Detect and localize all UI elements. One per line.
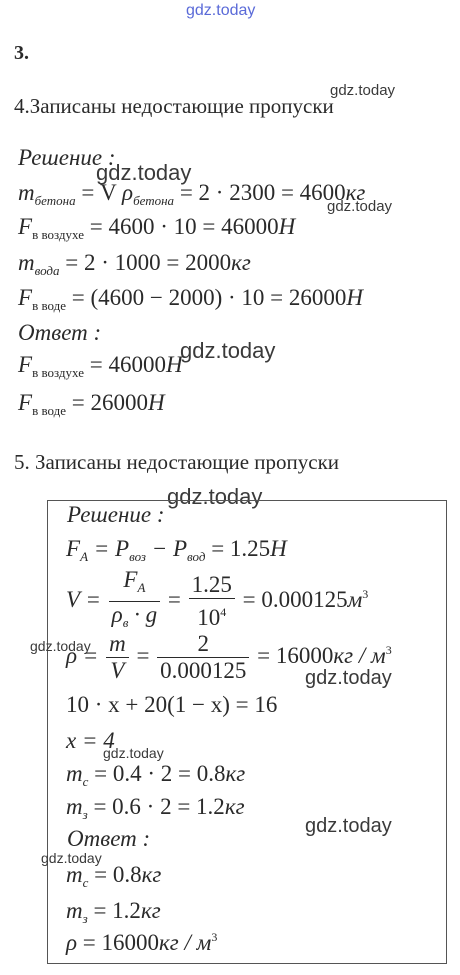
watermark: gdz.today — [305, 667, 392, 689]
formula-part: = 0.000125 — [236, 586, 348, 612]
task5-mixture-equation: 10 · x + 20(1 − x) = 16 — [66, 692, 278, 717]
subscript: в воде — [32, 403, 67, 418]
symbol: F — [123, 567, 138, 592]
subscript: з — [82, 911, 88, 926]
number: 10 — [197, 605, 221, 630]
subscript: вода — [34, 263, 60, 278]
formula-part: V = — [66, 586, 107, 612]
denominator: V — [110, 658, 125, 683]
superscript: 3 — [211, 930, 218, 944]
symbol: F — [18, 352, 33, 377]
formula-part: = 1.25 — [205, 536, 271, 561]
subscript: воз — [129, 549, 146, 564]
task4-force-water-formula — [18, 285, 363, 314]
numerator: 1.25 — [189, 573, 235, 599]
denominator: 0.000125 — [160, 658, 247, 683]
symbol: m — [66, 794, 83, 819]
formula-part: = 26000 — [66, 390, 148, 415]
formula-part: = 46000 — [83, 352, 166, 377]
symbol: m — [66, 761, 83, 786]
subscript: в воздухе — [32, 365, 84, 380]
formula-part: = 16000 — [251, 642, 334, 668]
watermark: gdz.today — [30, 638, 91, 654]
formula-part: = 0.6 · 2 = 1.2 — [87, 794, 225, 819]
task4-answer-force-air — [18, 352, 183, 381]
symbol: F — [66, 536, 81, 561]
fraction — [109, 568, 160, 635]
denominator — [189, 599, 235, 630]
subscript: c — [82, 875, 89, 890]
watermark: gdz.today — [167, 484, 263, 509]
formula-part: = 1.2 — [87, 898, 141, 923]
task4-answer-force-water — [18, 390, 165, 419]
subscript: в — [122, 615, 129, 630]
unit: Н — [148, 390, 165, 415]
unit: кг — [140, 898, 161, 923]
subscript: з — [82, 807, 88, 822]
numerator: m — [106, 632, 129, 658]
task5-density-formula: ρ = $\frac{m}{V}$ = $\frac{2}{0.000125}$ = $16000кг / м^3$ — [66, 631, 392, 683]
formula-part: = (4600 − 2000) · 10 = 26000 — [66, 285, 347, 310]
formula-part: = 0.8 — [88, 862, 142, 887]
subscript: c — [82, 774, 89, 789]
task4-force-air-formula — [18, 214, 295, 243]
watermark-top: gdz.today — [186, 2, 256, 19]
task5-answer-mass-silver — [66, 862, 161, 891]
unit: кг — [224, 794, 245, 819]
watermark: gdz.today — [41, 850, 102, 866]
symbol: F — [18, 390, 33, 415]
unit: кг / м — [159, 930, 212, 955]
formula-part: = 2 · 1000 = 2000 — [59, 250, 232, 275]
subscript: A — [80, 549, 89, 564]
unit: кг — [231, 250, 251, 275]
unit: Н — [270, 536, 287, 561]
symbol: F — [18, 285, 33, 310]
watermark: gdz.today — [180, 338, 276, 363]
watermark: gdz.today — [330, 82, 396, 99]
task5-x-solution: x = 4 — [66, 728, 115, 753]
subscript: вод — [187, 549, 206, 564]
unit: Н — [165, 352, 183, 377]
formula-part: = P — [88, 536, 130, 561]
formula-part: = 0.4 · 2 = 0.8 — [88, 761, 226, 786]
subscript: бетона — [133, 193, 175, 208]
formula-part: = 2 · 2300 = 4600 — [174, 180, 346, 205]
superscript: 4 — [220, 605, 227, 619]
watermark: gdz.today — [327, 198, 393, 215]
subscript: A — [137, 580, 146, 595]
task5-answer-mass-gold — [66, 898, 161, 927]
superscript: 3 — [385, 642, 392, 657]
symbol: m — [18, 180, 35, 205]
subscript: в воздухе — [32, 227, 84, 242]
task5-answer-label: Ответ : — [67, 826, 151, 851]
unit: м — [347, 586, 363, 612]
task4-title: 4.Записаны недостающие пропуски — [14, 94, 334, 118]
unit: кг / м — [333, 642, 386, 668]
formula-part: · g — [128, 602, 158, 627]
unit: кг — [225, 761, 246, 786]
numerator — [109, 568, 160, 602]
unit: кг — [345, 180, 366, 205]
task5-mass-silver-formula — [66, 761, 245, 790]
task4-solution-label: Решение : — [18, 145, 116, 170]
fraction — [106, 632, 129, 683]
symbol: ρ — [111, 602, 123, 627]
subscript: в воде — [32, 298, 67, 313]
symbol: m — [66, 898, 83, 923]
section-number: 3. — [14, 42, 29, 64]
unit: кг — [141, 862, 162, 887]
task5-volume-formula: V = $\frac{F_A}{\rho_в \cdot g}$ = $\frac{1.25}{10^4}$ = $0.000125м^3$ — [66, 568, 368, 635]
watermark: gdz.today — [103, 745, 164, 761]
subscript: бетона — [34, 193, 76, 208]
watermark: gdz.today — [96, 160, 192, 185]
task4-mass-concrete-formula — [18, 180, 365, 209]
numerator: 2 — [157, 632, 249, 658]
task5-archimedes-force-formula — [66, 536, 287, 565]
formula-part: ρ = — [66, 642, 105, 668]
formula-part: = 4600 · 10 = 46000 — [83, 214, 279, 239]
task5-solution-label: Решение : — [67, 502, 165, 527]
symbol: ρ — [122, 180, 134, 205]
task4-mass-water-formula — [18, 250, 251, 279]
task4-answer-label: Ответ : — [18, 320, 102, 345]
unit: Н — [278, 214, 296, 239]
fraction — [157, 632, 249, 683]
task5-answer-density — [66, 930, 217, 956]
formula-part: − P — [145, 536, 188, 561]
symbol: F — [18, 214, 33, 239]
unit: Н — [346, 285, 364, 310]
task5-title: 5. Записаны недостающие пропуски — [14, 450, 340, 474]
task5-mass-gold-formula — [66, 794, 245, 823]
symbol: m — [18, 250, 35, 275]
symbol: m — [66, 862, 83, 887]
superscript: 3 — [362, 586, 369, 601]
fraction — [189, 573, 235, 630]
formula-part: = V — [75, 180, 123, 205]
formula-part: = 16000 — [77, 930, 160, 955]
symbol: ρ — [66, 930, 78, 955]
watermark: gdz.today — [305, 815, 392, 837]
